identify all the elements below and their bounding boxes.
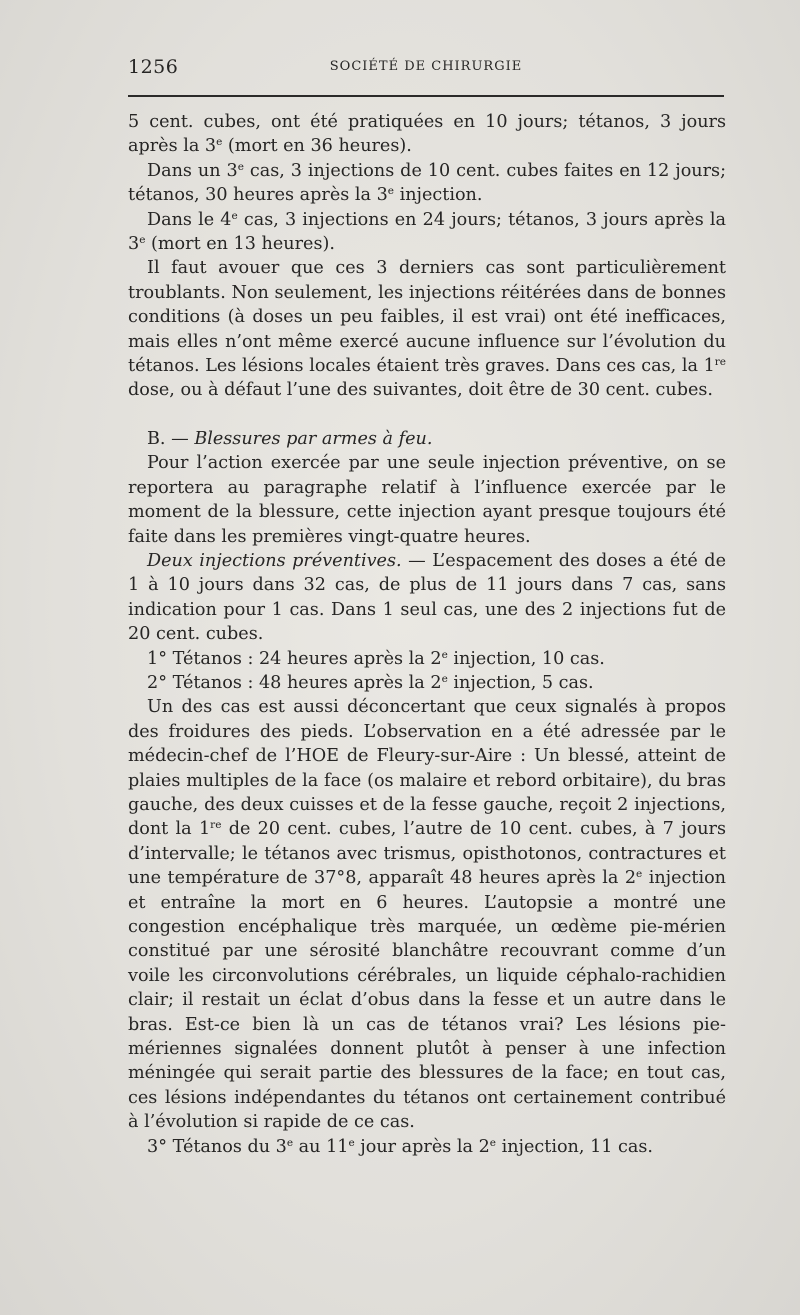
running-head: SOCIÉTÉ DE CHIRURGIE [329, 59, 523, 74]
paragraph-continuation: 5 cent. cubes, ont été pratiquées en 10 jours; tétanos, 3 jours après la 3e (mort en 36 heures). [128, 112, 726, 157]
section-letter: B. — [147, 428, 195, 449]
page-number: 1256 [128, 56, 179, 78]
header-rule [128, 95, 724, 97]
subheading-two-injections: Deux injections préventives. [147, 550, 402, 571]
paragraph-two-injections: Deux injections préventives. — L’espacement des doses a été de 1 à 10 jours dans 32 cas, de plus de 11 jours dans 7 cas, sans indication pour 1 cas. Dans 1 seul cas, une des 2 injections fut de 20 cent. cubes. [128, 550, 726, 645]
paragraph-troubling-cases: Il faut avouer que ces 3 derniers cas sont particulièrement troublants. Non seulement, les injections réitérées dans de bonnes conditions (à doses un peu faibles, il est vrai) ont été inefficaces, mais elles n’ont même exercé aucune influence sur l’évolution du tétanos. Les lésions locales étaient très graves. Dans ces cas, la 1re dose, ou à défaut l’une des suivantes, doit être de 30 cent. cubes. [128, 258, 726, 401]
section-heading [128, 427, 726, 451]
list-item-tetanos-3-11-days: 3° Tétanos du 3e au 11e jour après la 2e injection, 11 cas. [147, 1136, 654, 1157]
list-item-tetanos-24h: 1° Tétanos : 24 heures après la 2e injection, 10 cas. [147, 648, 605, 669]
paragraph-case-report: Un des cas est aussi déconcertant que ceux signalés à propos des froidures des pieds. L’observation en a été adressée par le médecin-chef de l’HOE de Fleury-sur-Aire : Un blessé, atteint de plaies multiples de la face (os malaire et rebord orbitaire), du bras gauche, des deux cuisses et de la fesse gauche, reçoit 2 injections, dont la 1re de 20 cent. cubes, l’autre de 10 cent. cubes, à 7 jours d’intervalle; le tétanos avec trismus, opisthotonos, contractures et une température de 37°8, apparaît 48 heures après la 2e injection et entraîne la mort en 6 heures. L’autopsie a montré une congestion encéphalique très marquée, un œdème pie-mérien constitué par une sérosité blanchâtre recouvrant comme d’un voile les circonvolutions cérébrales, un liquide céphalo-rachidien clair; il restait un éclat d’obus dans la fesse et un autre dans le bras. Est-ce bien là un cas de tétanos vrai? Les lésions pie-mériennes signalées donnent plutôt à penser à une infection méningée qui serait partie des blessures de la face; en tout cas, ces lésions indépendantes du tétanos ont certainement contribué à l’évolution si rapide de ce cas. [128, 697, 726, 1133]
paragraph-fourth-case: Dans le 4e cas, 3 injections en 24 jours; tétanos, 3 jours après la 3e (mort en 13 heures). [128, 209, 726, 255]
section-title: Blessures par armes à feu. [194, 428, 433, 449]
paragraph-third-case: Dans un 3e cas, 3 injections de 10 cent. cubes faites en 12 jours; tétanos, 30 heures après la 3e injection. [128, 160, 726, 206]
list-item-tetanos-48h: 2° Tétanos : 48 heures après la 2e injection, 5 cas. [147, 672, 594, 693]
page-header [128, 56, 724, 86]
body-text [128, 110, 726, 1159]
paragraph-single-injection: Pour l’action exercée par une seule injection préventive, on se reportera au paragraphe relatif à l’influence exercée par le moment de la blessure, cette injection ayant presque toujours été faite dans les premières vingt-quatre heures. [128, 453, 726, 547]
